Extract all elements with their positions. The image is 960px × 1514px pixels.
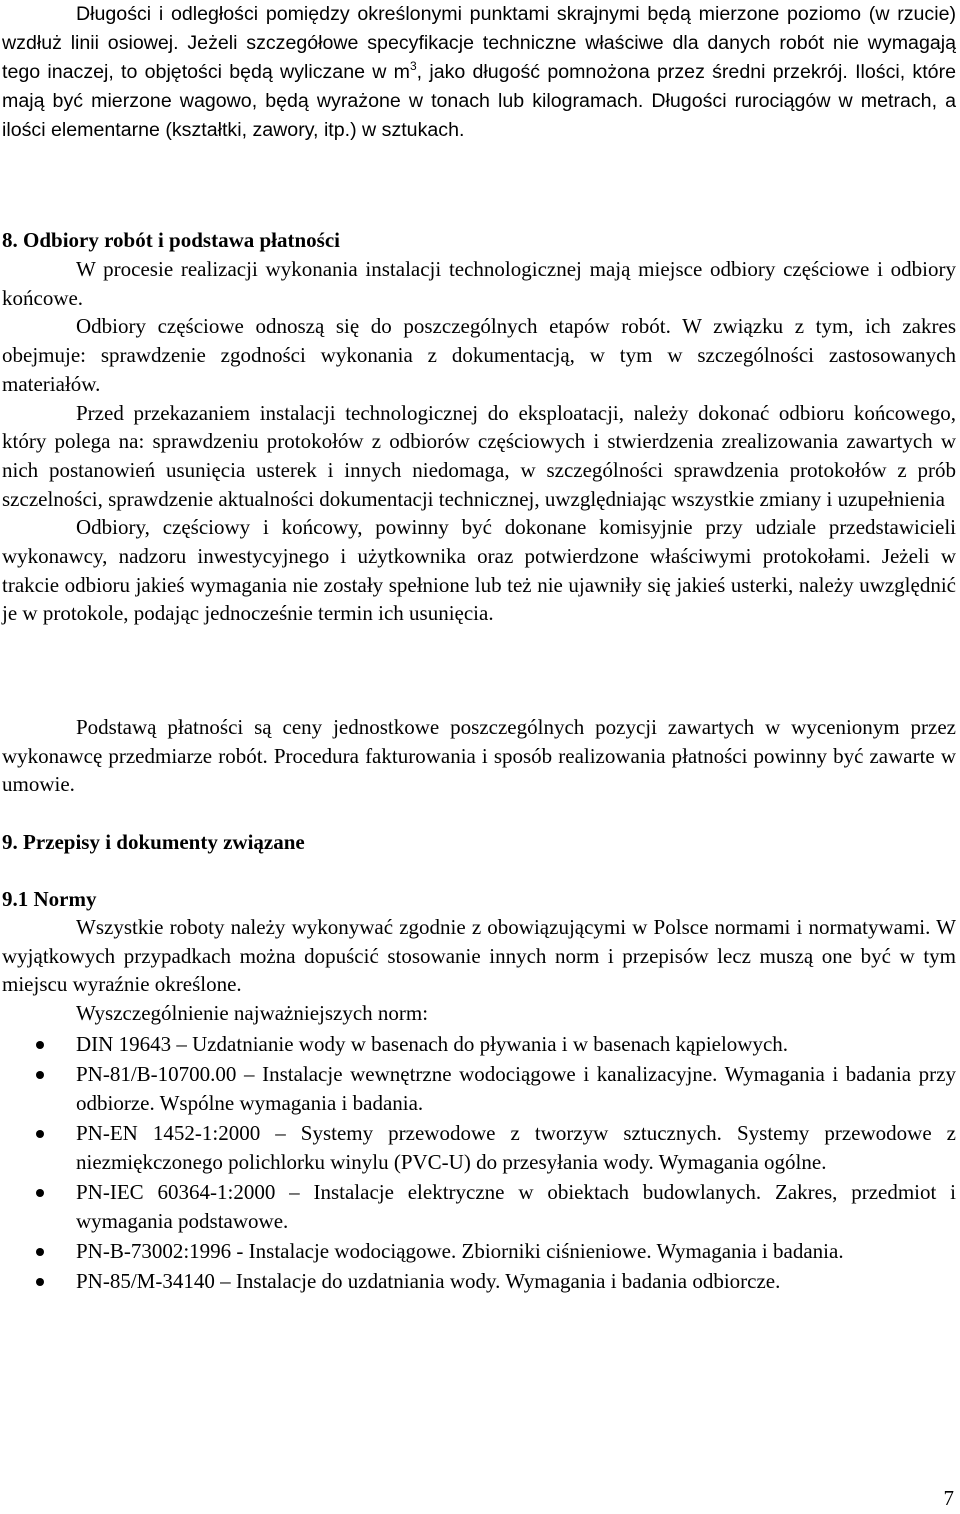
page-number: 7 <box>943 1486 954 1510</box>
bullet-icon <box>36 1189 44 1197</box>
norms-list-intro: Wyszczególnienie najważniejszych norm: <box>76 1001 429 1026</box>
list-item: PN-85/M-34140 – Instalacje do uzdatniania wody. Wymagania i badania odbiorcze. <box>2 1267 956 1296</box>
bullet-icon <box>36 1071 44 1079</box>
norms-list-block <box>2 1030 956 1297</box>
payment-paragraph-block <box>2 713 956 799</box>
bullet-icon <box>36 1130 44 1138</box>
bullet-icon <box>36 1278 44 1286</box>
section-8-paragraph-4: Odbiory, częściowy i końcowy, powinny być dokonane komisyjnie przy udziale przedstawicieli wykonawcy, nadzoru inwestycyjnego i użytkownika oraz potwierdzone właściwymi protokołami. Jeżeli w trakcie odbioru jakieś wymagania nie zostały spełnione lub też nie ujawniły się jakieś usterki, należy uwzględnić je w protokole, podając jednocześnie termin ich usunięcia. <box>2 515 956 626</box>
bullet-icon <box>36 1248 44 1256</box>
list-item: PN-B-73002:1996 - Instalacje wodociągowe. Zbiorniki ciśnieniowe. Wymagania i badania. <box>2 1237 956 1266</box>
norms-list <box>2 1030 956 1296</box>
list-item: DIN 19643 – Uzdatnianie wody w basenach do pływania i w basenach kąpielowych. <box>2 1030 956 1059</box>
list-item: PN-IEC 60364-1:2000 – Instalacje elektryczne w obiektach budowlanych. Zakres, przedmiot i wymagania podstawowe. <box>2 1178 956 1235</box>
list-item: PN-EN 1452-1:2000 – Systemy przewodowe z tworzyw sztucznych. Systemy przewodowe z niezmiękczonego polichlorku winylu (PVC-U) do przesyłania wody. Wymagania ogólne. <box>2 1119 956 1176</box>
bullet-icon <box>36 1041 44 1049</box>
list-item: PN-81/B-10700.00 – Instalacje wewnętrzne wodociągowe i kanalizacyjne. Wymagania i badania przy odbiorze. Wspólne wymagania i badania. <box>2 1060 956 1117</box>
section-9 <box>2 828 956 856</box>
section-8-paragraph-5: Podstawą płatności są ceny jednostkowe poszczególnych pozycji zawartych w wycenionym przez wykonawcę przedmiarze robót. Procedura fakturowania i sposób realizowania płatności powinny być zawarte w umowie. <box>2 715 956 797</box>
section-8-heading: 8. Odbiory robót i podstawa płatności <box>2 228 340 252</box>
section-9-1 <box>2 885 956 913</box>
norms-paragraph: Wszystkie roboty należy wykonywać zgodnie z obowiązującymi w Polsce normami i normatywami. W wyjątkowych przypadkach można dopuścić stosowanie innych norm i przepisów lecz muszą one być w tym miejscu wyraźnie określone. <box>2 915 956 997</box>
section-8-paragraph-1: W procesie realizacji wykonania instalacji technologicznej mają miejsce odbiory częściowe i odbiory końcowe. <box>2 257 956 310</box>
section-8-paragraph-3: Przed przekazaniem instalacji technologicznej do eksploatacji, należy dokonać odbioru końcowego, który polega na: sprawdzeniu protokołów z odbiorów częściowych i stwierdzenia zrealizowania zawartych w nich postanowień usunięcia usterek i innych niedomaga, w szczególności sprawdzenia protokołów z prób szczelności, sprawdzenie aktualności dokumentacji technicznej, uwzględniając wszystkie zmiany i uzupełnienia <box>2 400 956 511</box>
section-9-heading: 9. Przepisy i dokumenty związane <box>2 830 305 854</box>
section-8-paragraph-2: Odbiory częściowe odnoszą się do poszczególnych etapów robót. W związku z tym, ich zakres obejmuje: sprawdzenie zgodności wykonania z dokumentacją, w tym w szczególności zastosowanych materiałów. <box>2 314 956 396</box>
section-8-body <box>2 255 956 628</box>
measurement-paragraph <box>2 0 956 145</box>
section-8 <box>2 226 956 254</box>
intro-text-tail: , jako długość pomnożona przez średni przekrój. Ilości, które mają być mierzone wagowo, będą wyrażone w tonach lub kilogramach. Długości rurociągów w metrach, a ilości elementarne (kształtki, zawory, itp.) w sztukach. <box>2 61 956 141</box>
intro-text-lead: Długości i odległości pomiędzy określonymi punktami skrajnymi będą mierzone poziomo (w rzucie) wzdłuż linii osiowej. Jeżeli szczegółowe specyfikacje techniczne właściwe dla danych robót nie wymagają tego inaczej, to objętości będą wyliczane w m <box>2 3 956 83</box>
section-9-1-heading: 9.1 Normy <box>2 887 97 911</box>
section-9-1-body <box>2 913 956 1028</box>
superscript-3: 3 <box>409 59 417 73</box>
